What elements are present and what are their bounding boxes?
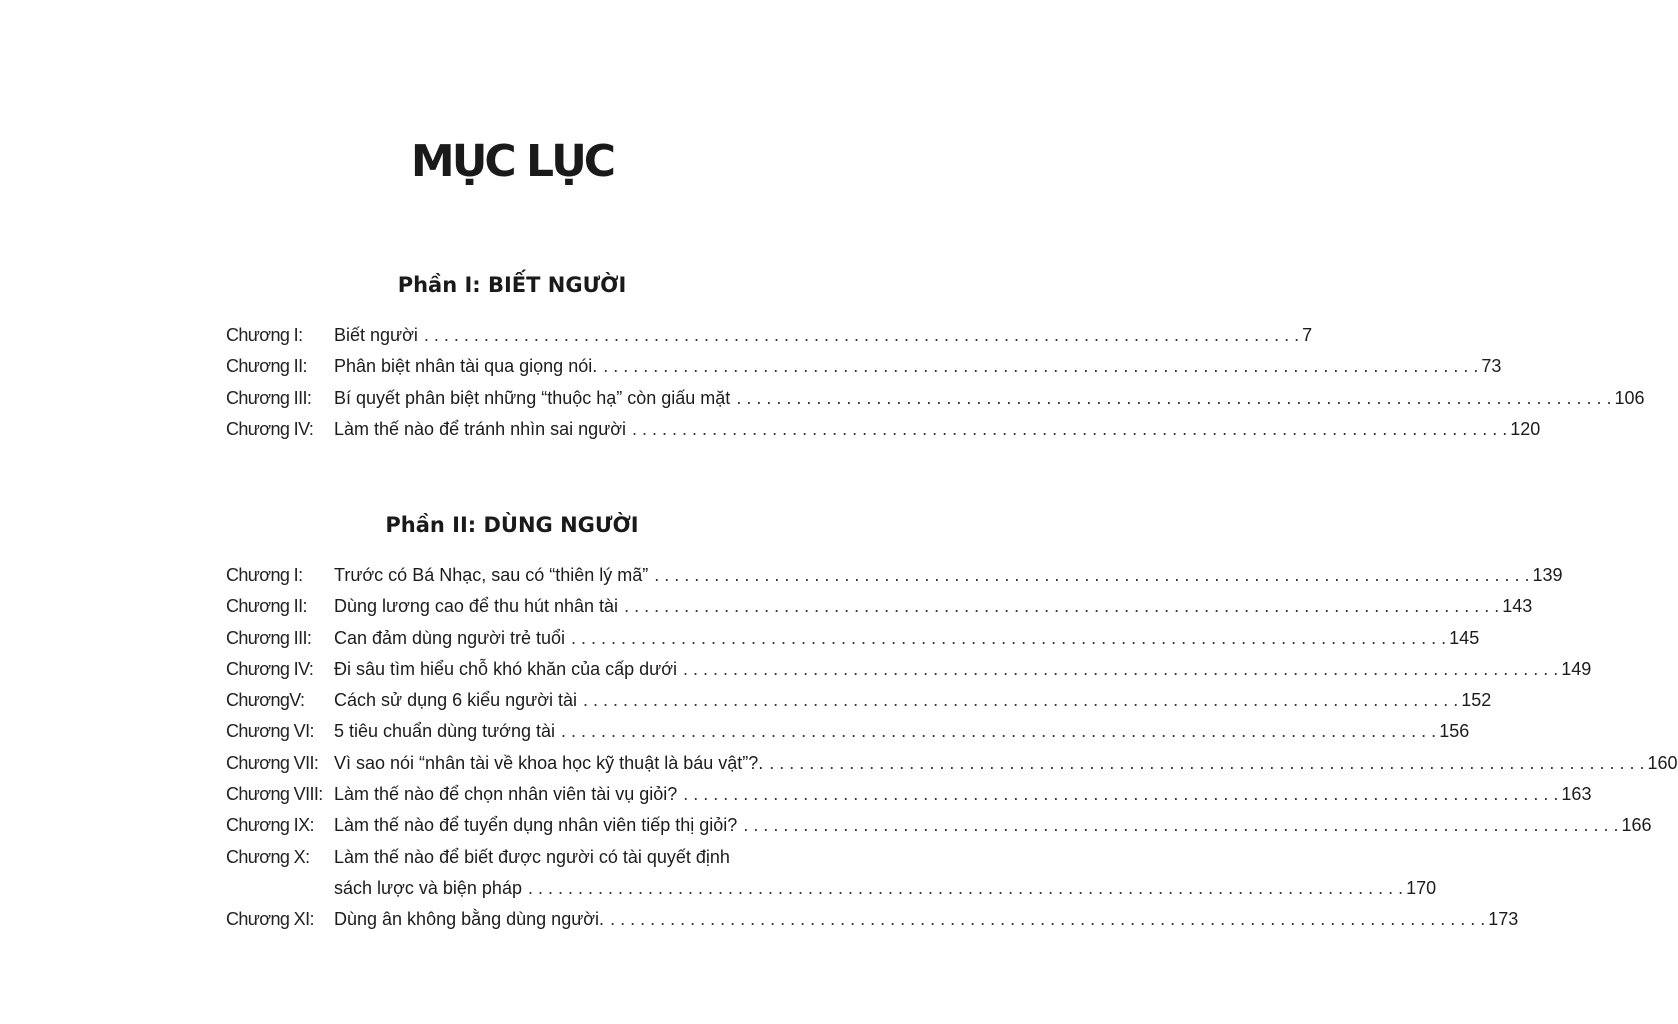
dot-leader [555,718,1439,744]
toc-entry-row [226,687,1492,718]
chapter-label: Chương IX: [226,815,314,836]
dot-leader [577,687,1461,713]
toc-entry-row [226,353,1502,384]
chapter-title: Làm thế nào để chọn nhân viên tài vụ giỏi? [334,784,678,805]
chapter-title: Làm thế nào để biết được người có tài quyết định [334,846,730,867]
toc-entry-row [226,416,1541,447]
part-1-toc-list [226,322,1645,447]
part-1-heading: Phần I: BIẾT NGƯỜI [397,273,627,297]
chapter-entry [334,812,1652,838]
chapter-entry [334,656,1592,682]
dot-leader [737,812,1621,838]
page-number: 163 [1561,784,1592,805]
dot-leader [763,750,1647,776]
dot-leader [604,906,1488,932]
toc-entry-row [226,593,1533,624]
chapter-label: Chương IV: [226,658,314,679]
chapter-label: ChươngV: [226,690,305,711]
chapter-entry [334,385,1645,411]
chapter-title: Làm thế nào để tránh nhìn sai người [334,418,627,439]
page-number: 160 [1647,752,1678,773]
toc-entry-row [226,875,1437,906]
chapter-title: Dùng ân không bằng dùng người. [334,909,605,930]
chapter-label: Chương VI: [226,721,314,742]
toc-entry-row [226,844,796,875]
chapter-label: Chương X: [226,846,310,867]
chapter-title: Phân biệt nhân tài qua giọng nói. [334,356,598,377]
chapter-title: 5 tiêu chuẩn dùng tướng tài [334,721,556,742]
dot-leader [565,625,1449,651]
chapter-label: Chương III: [226,627,312,648]
chapter-label: Chương VIII: [226,784,323,805]
chapter-entry [334,906,1519,932]
toc-entry-row [226,322,1313,353]
chapter-entry [334,322,1313,348]
chapter-label: Chương IV: [226,418,314,439]
page-number: 156 [1439,721,1470,742]
chapter-entry [334,593,1533,619]
chapter-entry [334,781,1592,807]
dot-leader [522,875,1406,901]
chapter-label: Chương II: [226,356,307,377]
page-number: 106 [1614,387,1645,408]
dot-leader [730,385,1614,411]
dot-leader [597,353,1481,379]
toc-entry-row [226,718,1470,749]
chapter-title: Làm thế nào để tuyển dụng nhân viên tiếp thị giỏi? [334,815,738,836]
page-number: 120 [1510,418,1541,439]
dot-leader [677,656,1561,682]
dot-leader [418,322,1302,348]
toc-entry-row [226,625,1480,656]
page-number: 139 [1532,565,1563,585]
chapter-label: Chương I: [226,565,303,585]
page-number: 166 [1621,815,1652,836]
chapter-label: Chương I: [226,325,303,345]
chapter-entry [334,750,1678,776]
dot-leader [618,593,1502,619]
chapter-title: Cách sử dụng 6 kiểu người tài [334,690,578,711]
chapter-entry [334,875,1437,901]
chapter-label: Chương II: [226,596,307,617]
toc-entry-row [226,385,1645,416]
chapter-entry [334,844,796,870]
chapter-title: Trước có Bá Nhạc, sau có “thiên lý mã” [334,565,649,585]
chapter-entry [334,416,1541,442]
chapter-entry [334,718,1470,744]
chapter-title: Vì sao nói “nhân tài về khoa học kỹ thuật là báu vật”?. [334,752,764,773]
page-number: 170 [1406,877,1437,898]
chapter-entry [334,562,1563,588]
chapter-title: Biết người [334,325,418,345]
page-number: 145 [1449,627,1480,648]
chapter-label: Chương VII: [226,752,319,773]
dot-leader [626,416,1510,442]
page-number: 73 [1481,356,1502,377]
toc-entry-row [226,750,1678,781]
chapter-entry [334,353,1502,379]
page-number: 143 [1502,596,1533,617]
toc-entry-row [226,562,1563,593]
chapter-label: Chương XI: [226,909,314,930]
toc-entry-row [226,906,1519,937]
chapter-title: Can đảm dùng người trẻ tuổi [334,627,565,648]
toc-entry-row [226,781,1592,812]
page-number: 149 [1561,658,1592,679]
chapter-entry [334,625,1480,651]
page-title: MỤC LỤC [410,136,614,187]
chapter-entry [334,687,1492,713]
chapter-title: Bí quyết phân biệt những “thuộc hạ” còn giấu mặt [334,387,731,408]
dot-leader [677,781,1561,807]
dot-leader [648,562,1532,588]
part-2-heading: Phần II: DÙNG NGƯỜI [385,513,639,537]
chapter-title: sách lược và biện pháp [334,877,522,898]
page-number: 152 [1461,690,1492,711]
chapter-title: Dùng lương cao để thu hút nhân tài [334,596,619,617]
chapter-label: Chương III: [226,387,312,408]
part-2-toc-list [226,562,1678,938]
toc-entry-row [226,656,1592,687]
chapter-title: Đi sâu tìm hiểu chỗ khó khăn của cấp dưới [334,658,678,679]
page-number: 7 [1302,325,1313,345]
toc-entry-row [226,812,1652,843]
page-number: 173 [1488,909,1519,930]
